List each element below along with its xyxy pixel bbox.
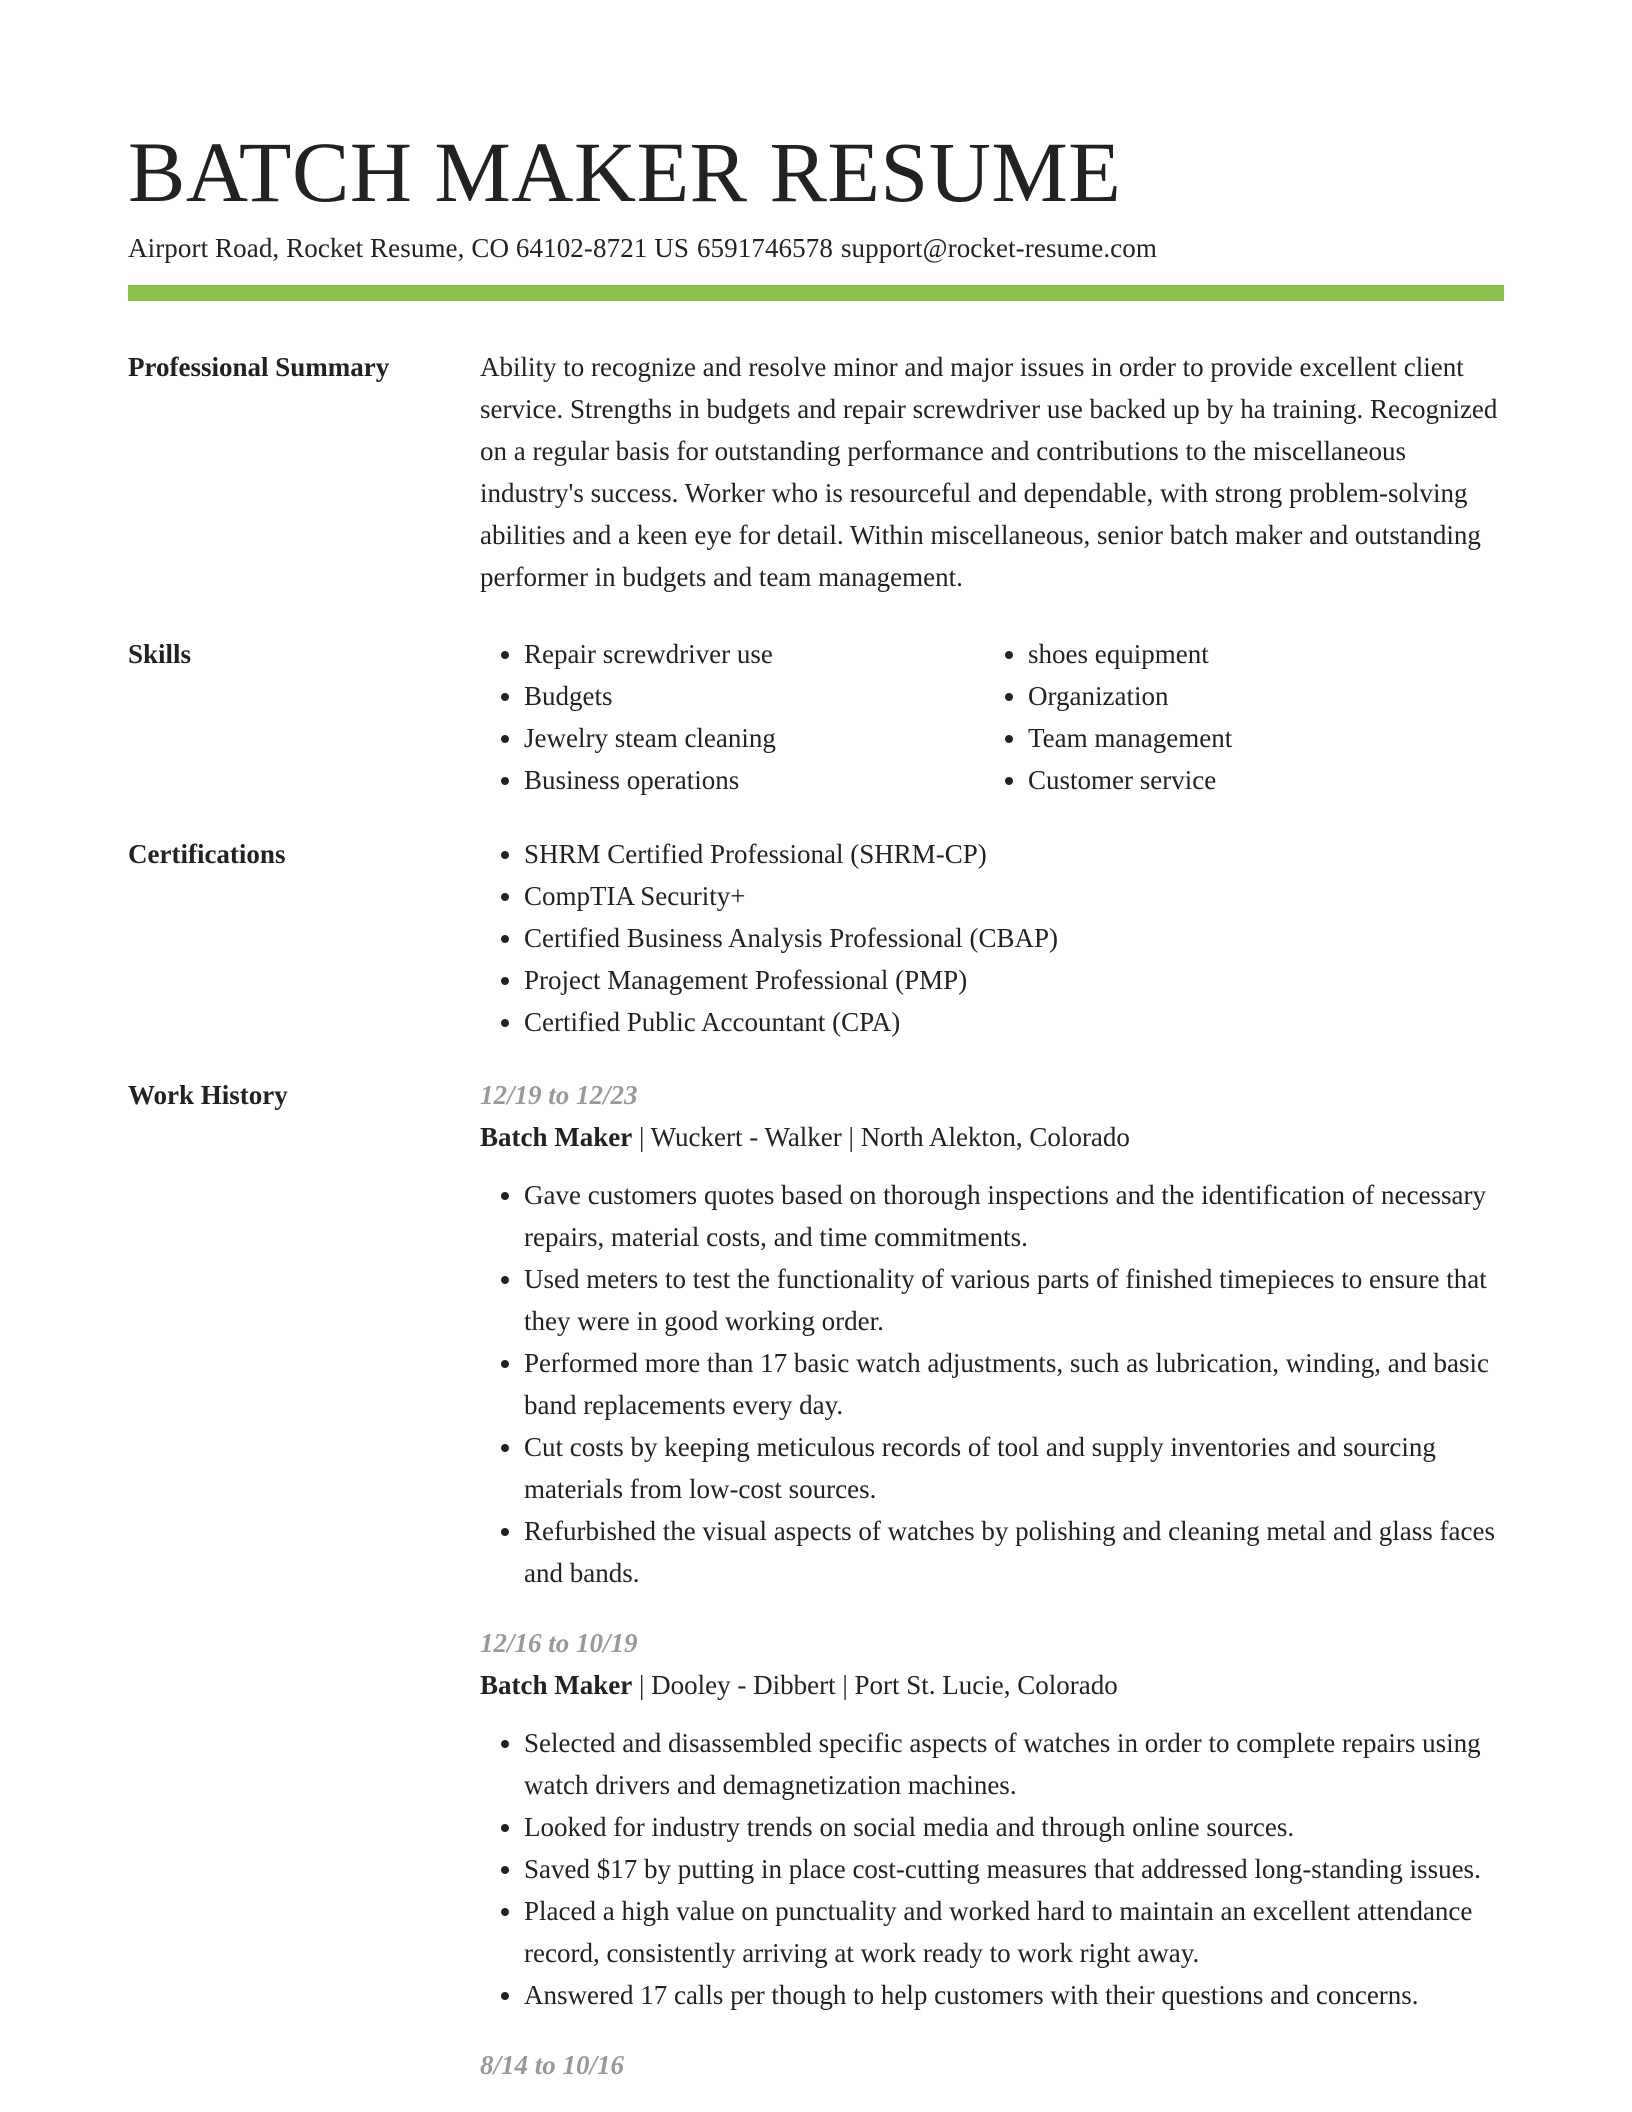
skills-list-left [480,633,984,801]
certifications-section [128,833,1504,1043]
certifications-heading: Certifications [128,839,286,869]
certification-item: • Project Management Professional (PMP) [524,959,1504,1001]
skills-list-right [984,633,1488,801]
job-duties-list [480,1722,1504,2016]
job-company-location: | Wuckert - Walker | North Alekton, Colorado [632,1122,1130,1152]
job-entry [480,2044,1504,2086]
skill-item: • Jewelry steam cleaning [524,717,984,759]
contact-line [128,230,1157,266]
contact-address: Airport Road, Rocket Resume, CO 64102-8721 US [128,233,689,263]
certification-item: • SHRM Certified Professional (SHRM-CP) [524,833,1504,875]
work-history-section [128,1074,1504,2086]
job-title: Batch Maker [480,1122,633,1152]
job-duty: • Selected and disassembled specific aspects of watches in order to complete repairs using watch drivers and demagnetization machines. [524,1722,1504,1806]
skill-item: • shoes equipment [1028,633,1488,675]
job-dates: 12/16 to 10/19 [480,1628,638,1658]
job-entry [480,1622,1504,2016]
job-duty: • Used meters to test the functionality of various parts of finished timepieces to ensure that they were in good working order. [524,1258,1504,1342]
resume-title: BATCH MAKER RESUME [128,124,1122,220]
skill-item: • Business operations [524,759,984,801]
job-duty: • Refurbished the visual aspects of watches by polishing and cleaning metal and glass faces and bands. [524,1510,1504,1594]
skill-item: • Customer service [1028,759,1488,801]
job-duty: • Cut costs by keeping meticulous records of tool and supply inventories and sourcing materials from low-cost sources. [524,1426,1504,1510]
job-dates: 8/14 to 10/16 [480,2050,625,2080]
certification-item: • Certified Business Analysis Professional (CBAP) [524,917,1504,959]
contact-email: support@rocket-resume.com [840,233,1157,263]
summary-heading: Professional Summary [128,352,390,382]
job-company-location: | Dooley - Dibbert | Port St. Lucie, Colorado [632,1670,1118,1700]
skills-heading: Skills [128,639,192,669]
skill-item: • Team management [1028,717,1488,759]
summary-text: Ability to recognize and resolve minor and major issues in order to provide excellent client service. Strengths in budgets and repair screwdriver use backed up by ha training. Recognized on a regular basis for outstanding performance and contributions to the miscellaneous industry's success. Worker who is resourceful and dependable, with strong problem-solving abilities and a keen eye for detail. Within miscellaneous, senior batch maker and outstanding performer in budgets and team management. [480,352,1498,592]
certification-item: • CompTIA Security+ [524,875,1504,917]
skill-item: • Repair screwdriver use [524,633,984,675]
work-history-heading: Work History [128,1080,288,1110]
job-duty: • Saved $17 by putting in place cost-cutting measures that addressed long-standing issues. [524,1848,1504,1890]
skill-item: • Organization [1028,675,1488,717]
skill-item: • Budgets [524,675,984,717]
job-entry [480,1074,1504,1594]
summary-section [128,346,1504,598]
job-duties-list [480,1174,1504,1594]
job-title: Batch Maker [480,1670,633,1700]
certification-item: • Certified Public Accountant (CPA) [524,1001,1504,1043]
contact-phone: 6591746578 [696,233,833,263]
accent-divider [128,285,1504,301]
job-duty: • Gave customers quotes based on thorough inspections and the identification of necessary repairs, material costs, and time commitments. [524,1174,1504,1258]
job-duty: • Performed more than 17 basic watch adjustments, such as lubrication, winding, and basic band replacements every day. [524,1342,1504,1426]
job-heading [480,1116,1504,1158]
job-duty: • Placed a high value on punctuality and worked hard to maintain an excellent attendance record, consistently arriving at work ready to work right away. [524,1890,1504,1974]
job-dates: 12/19 to 12/23 [480,1080,638,1110]
job-heading [480,1664,1504,1706]
job-duty: • Answered 17 calls per though to help customers with their questions and concerns. [524,1974,1504,2016]
certifications-list [480,833,1504,1043]
skills-section [128,633,1504,801]
job-duty: • Looked for industry trends on social media and through online sources. [524,1806,1504,1848]
